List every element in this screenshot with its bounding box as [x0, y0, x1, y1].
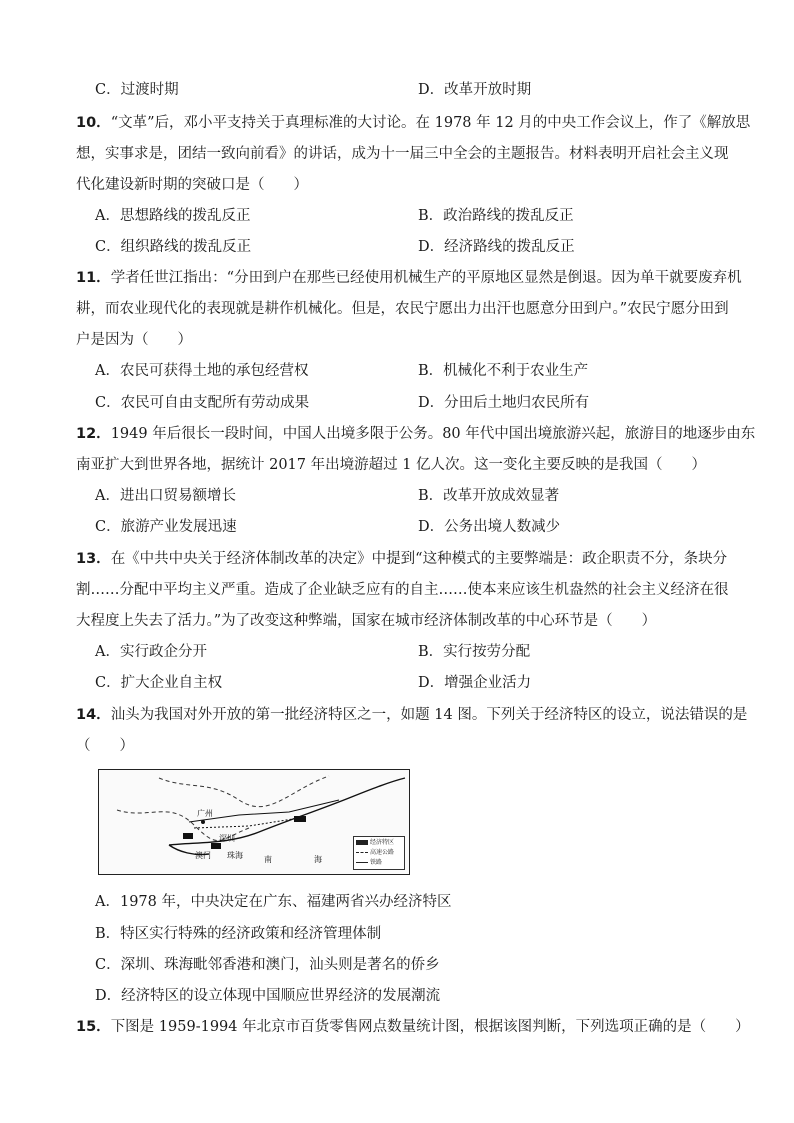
q14-stem-line-2: （ ）	[76, 738, 134, 754]
q13-option-c[interactable]: C．扩大企业自主权	[95, 675, 223, 691]
q12-option-a[interactable]: A．进出口贸易额增长	[95, 488, 236, 504]
q11-stem-line-1: 11．学者任世江指出：“分田到户在那些已经使用机械生产的平原地区显然是倒退。因为单干就要废弃机	[76, 270, 742, 286]
shenzhen-zone-marker	[183, 833, 193, 839]
railway-swatch	[356, 862, 368, 863]
legend-item-highway: 高速公路	[356, 848, 402, 858]
q10-stem-line-2: 想，实事求是，团结一致向前看》的讲话，成为十一届三中全会的主题报告。材料表明开启社会主义现	[76, 146, 729, 162]
guangzhou-dot	[201, 820, 205, 824]
special-economic-zones-map	[98, 769, 410, 875]
q15-stem-line-1: 15．下图是 1959-1994 年北京市百货零售网点数量统计图，根据该图判断，下列选项正确的是（ ）	[76, 1019, 750, 1035]
legend-item-zone: 经济特区	[356, 838, 402, 848]
map-label-guangzhou: 广州	[197, 809, 213, 818]
q14-stem-line-1: 14．汕头为我国对外开放的第一批经济特区之一，如题 14 图。下列关于经济特区的设立，说法错误的是	[76, 707, 748, 723]
map-label-sea: 海	[314, 855, 322, 864]
q12-stem-line-2: 南亚扩大到世界各地，据统计 2017 年出境游超过 1 亿人次。这一变化主要反映的是我国（ ）	[76, 457, 707, 473]
shantou-zone-marker	[294, 816, 306, 822]
q11-stem-line-2: 耕，而农业现代化的表现就是耕作机械化。但是，农民宁愿出力出汗也愿意分田到户。”农民宁愿分田到	[76, 301, 729, 317]
map-label-shenzhen: 深圳	[219, 834, 235, 843]
q10-number: 10．	[76, 115, 111, 131]
q13-stem-line-1: 13．在《中共中央关于经济体制改革的决定》中提到“这种模式的主要弊端是：政企职责不分，条块分	[76, 551, 728, 567]
q14-option-a[interactable]: A．1978 年，中央决定在广东、福建两省兴办经济特区	[95, 894, 452, 910]
q11-option-b[interactable]: B．机械化不利于农业生产	[418, 363, 589, 379]
map-label-zhuhai: 珠海	[227, 851, 243, 860]
q11-option-a[interactable]: A．农民可获得土地的承包经营权	[95, 363, 309, 379]
q9-option-c[interactable]: C．过渡时期	[95, 82, 179, 98]
q10-stem-line-1: 10．“文革”后，邓小平支持关于真理标准的大讨论。在 1978 年 12 月的中央工作会议上，作了《解放思	[76, 115, 751, 131]
q10-option-c[interactable]: C．组织路线的拨乱反正	[95, 239, 252, 255]
map-label-macau: 澳门	[195, 851, 211, 860]
q10-option-a[interactable]: A．思想路线的拨乱反正	[95, 208, 251, 224]
q13-stem-line-2: 割……分配中平均主义严重。造成了企业缺乏应有的自主……使本来应该生机盎然的社会主义经济在很	[76, 582, 729, 598]
province-border	[159, 776, 329, 807]
map-label-south: 南	[264, 855, 272, 864]
q9-option-d[interactable]: D．改革开放时期	[418, 82, 532, 98]
q14-option-b[interactable]: B．特区实行特殊的经济政策和经济管理体制	[95, 926, 382, 942]
map-legend	[353, 836, 405, 870]
q14-option-c[interactable]: C．深圳、珠海毗邻香港和澳门，汕头则是著名的侨乡	[95, 957, 440, 973]
q11-option-c[interactable]: C．农民可自由支配所有劳动成果	[95, 395, 310, 411]
zone-swatch	[356, 840, 368, 845]
q13-stem-line-3: 大程度上失去了活力。”为了改变这种弊端，国家在城市经济体制改革的中心环节是（ ）	[76, 613, 657, 629]
q13-option-a[interactable]: A．实行政企分开	[95, 644, 207, 660]
q13-number: 13．	[76, 551, 111, 567]
q13-option-b[interactable]: B．实行按劳分配	[418, 644, 531, 660]
q12-stem-line-1: 12．1949 年后很长一段时间，中国人出境多限于公务。80 年代中国出境旅游兴起，旅游目的地逐步由东	[76, 426, 756, 442]
q13-option-d[interactable]: D．增强企业活力	[418, 675, 532, 691]
q12-option-b[interactable]: B．改革开放成效显著	[418, 488, 560, 504]
legend-item-railway: 铁路	[356, 858, 402, 868]
q11-option-d[interactable]: D．分田后土地归农民所有	[418, 395, 590, 411]
q15-number: 15．	[76, 1019, 111, 1035]
q10-option-b[interactable]: B．政治路线的拨乱反正	[418, 208, 574, 224]
q14-option-d[interactable]: D．经济特区的设立体现中国顺应世界经济的发展潮流	[95, 988, 441, 1004]
q12-option-d[interactable]: D．公务出境人数减少	[418, 519, 561, 535]
q12-number: 12．	[76, 426, 111, 442]
q12-option-c[interactable]: C．旅游产业发展迅速	[95, 519, 237, 535]
q14-number: 14．	[76, 707, 111, 723]
highway-swatch	[356, 852, 368, 853]
q10-option-d[interactable]: D．经济路线的拨乱反正	[418, 239, 575, 255]
q11-stem-line-3: 户是因为（ ）	[76, 332, 192, 348]
q11-number: 11．	[76, 270, 111, 286]
q10-stem-line-3: 代化建设新时期的突破口是（ ）	[76, 177, 308, 193]
